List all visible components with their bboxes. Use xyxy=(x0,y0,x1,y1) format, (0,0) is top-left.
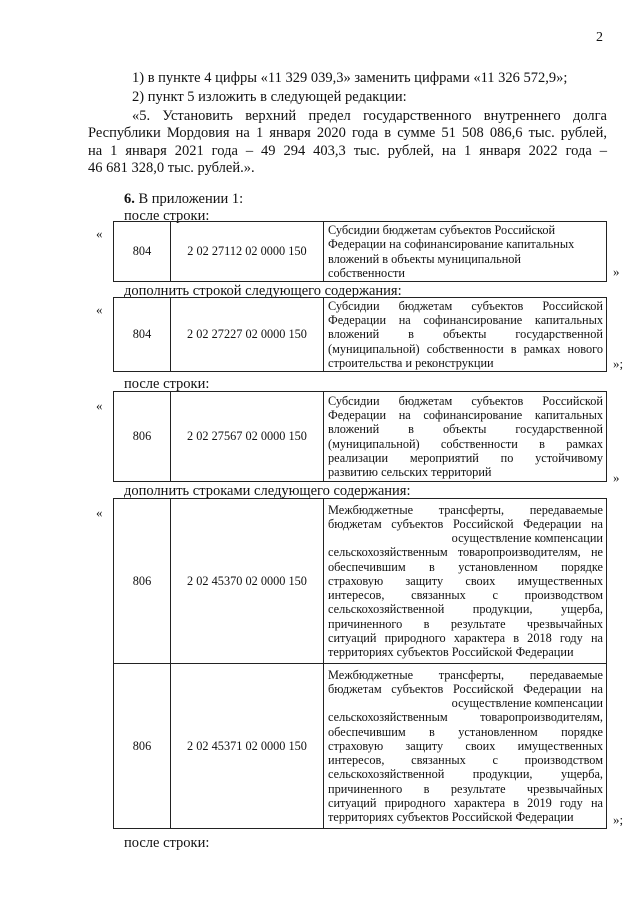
desc-line: территориях субъектов Российской Федерации xyxy=(328,644,574,659)
desc-line: бюджетам субъектов Российской Федерации на xyxy=(328,682,603,697)
desc-line: причиненного в результате чрезвычайных xyxy=(328,781,603,796)
desc-line: Субсидии бюджетам субъектов Российской xyxy=(328,299,603,313)
desc-line: Межбюджетные трансферты, передаваемые xyxy=(328,502,603,517)
description-cell xyxy=(324,222,607,282)
desc-line: Межбюджетные трансферты, передаваемые xyxy=(328,667,603,682)
code-cell: 806 xyxy=(114,664,171,829)
desc-line: вложений в объекты муниципальной xyxy=(328,251,522,266)
paragraph-3-line-2: Республики Мордовия на 1 января 2020 года в сумме 51 508 086,6 тыс. рублей, xyxy=(88,125,607,141)
desc-line: Федерации на софинансирование капитальных xyxy=(328,313,603,328)
open-quote: « xyxy=(96,398,103,413)
after-row-label-1: после строки: xyxy=(124,208,210,224)
description-cell xyxy=(324,664,607,829)
kbk-cell: 2 02 27112 02 0000 150 xyxy=(171,222,324,282)
item-6-text: В приложении 1: xyxy=(134,191,244,207)
table-3 xyxy=(113,391,607,482)
desc-line: строительства и реконструкции xyxy=(328,355,494,370)
code-cell: 804 xyxy=(114,222,171,282)
paragraph-2: 2) пункт 5 изложить в следующей редакции: xyxy=(132,89,407,105)
kbk-cell: 2 02 45371 02 0000 150 xyxy=(171,664,324,829)
kbk-cell: 2 02 27567 02 0000 150 xyxy=(171,392,324,482)
desc-line: сельскохозяйственной продукции, ущерба, xyxy=(328,602,603,617)
desc-line: сельскохозяйственной продукции, ущерба, xyxy=(328,767,603,782)
desc-line: Федерации на софинансирование капитальных xyxy=(328,237,575,252)
table-row xyxy=(114,298,607,372)
description-cell xyxy=(324,392,607,482)
desc-line: обеспечившим в установленном порядке xyxy=(328,559,603,574)
desc-line: сельскохозяйственным товаропроизводителям, не xyxy=(328,545,603,560)
desc-line: осуществление компенсации xyxy=(451,531,603,546)
desc-line: (муниципальной) собственности в рамках xyxy=(328,436,603,451)
desc-line: вложений в объекты государственной xyxy=(328,422,603,437)
item-6-number: 6. xyxy=(124,191,135,207)
paragraph-3-line-4: 46 681 328,0 тыс. рублей.». xyxy=(88,160,255,176)
table-1 xyxy=(113,221,607,282)
paragraph-3-line-3: на 1 января 2021 года – 49 294 403,3 тыс. рублей, на 1 января 2022 года – xyxy=(88,143,607,159)
table-row xyxy=(114,222,607,282)
desc-line: интересов, связанных с производством xyxy=(328,588,603,603)
table-row xyxy=(114,664,607,829)
desc-line: ситуаций природного характера в 2018 году на xyxy=(328,630,603,645)
after-row-label-2: после строки: xyxy=(124,376,210,392)
code-cell: 804 xyxy=(114,298,171,372)
table-2 xyxy=(113,297,607,372)
desc-line: реализации мероприятий по устойчивому xyxy=(328,450,603,465)
paragraph-3-line-1: «5. Установить верхний предел государственного внутреннего долга xyxy=(132,108,607,124)
desc-line: страховую защиту своих имущественных xyxy=(328,738,603,753)
desc-line: (муниципальной) собственности в рамках нового xyxy=(328,341,603,356)
close-quote-semicolon: »; xyxy=(613,812,624,827)
open-quote: « xyxy=(96,505,103,520)
desc-line: территориях субъектов Российской Федерации xyxy=(328,809,574,824)
table-row xyxy=(114,392,607,482)
add-rows-label-2: дополнить строками следующего содержания: xyxy=(124,483,411,499)
desc-line: Субсидии бюджетам субъектов Российской xyxy=(328,393,603,408)
open-quote: « xyxy=(96,302,103,317)
desc-line: собственности xyxy=(328,265,405,280)
kbk-cell: 2 02 27227 02 0000 150 xyxy=(171,298,324,372)
code-cell: 806 xyxy=(114,392,171,482)
add-row-label-1: дополнить строкой следующего содержания: xyxy=(124,283,402,299)
desc-line: Федерации на софинансирование капитальных xyxy=(328,408,603,423)
desc-line: осуществление компенсации xyxy=(451,696,603,711)
description-cell xyxy=(324,499,607,664)
desc-line: развитию сельских территорий xyxy=(328,464,492,479)
desc-line: вложений в объекты государственной xyxy=(328,327,603,342)
description-cell xyxy=(324,298,607,372)
table-row xyxy=(114,499,607,664)
desc-line: страховую защиту своих имущественных xyxy=(328,573,603,588)
close-quote: » xyxy=(613,264,620,279)
close-quote-semicolon: »; xyxy=(613,356,624,371)
desc-line: причиненного в результате чрезвычайных xyxy=(328,616,603,631)
desc-line: ситуаций природного характера в 2019 году на xyxy=(328,795,603,810)
paragraph-1: 1) в пункте 4 цифры «11 329 039,3» заменить цифрами «11 326 572,9»; xyxy=(132,70,568,86)
close-quote: » xyxy=(613,470,620,485)
desc-line: Субсидии бюджетам субъектов Российской xyxy=(328,223,556,238)
desc-line: интересов, связанных с производством xyxy=(328,753,603,768)
table-4 xyxy=(113,498,607,829)
code-cell: 806 xyxy=(114,499,171,664)
kbk-cell: 2 02 45370 02 0000 150 xyxy=(171,499,324,664)
page-number: 2 xyxy=(596,30,603,45)
desc-line: бюджетам субъектов Российской Федерации на xyxy=(328,517,603,532)
after-row-label-3: после строки: xyxy=(124,835,210,851)
open-quote: « xyxy=(96,226,103,241)
desc-line: обеспечившим в установленном порядке xyxy=(328,724,603,739)
desc-line: сельскохозяйственным товаропроизводителям, xyxy=(328,710,603,725)
item-6-heading xyxy=(124,190,243,208)
